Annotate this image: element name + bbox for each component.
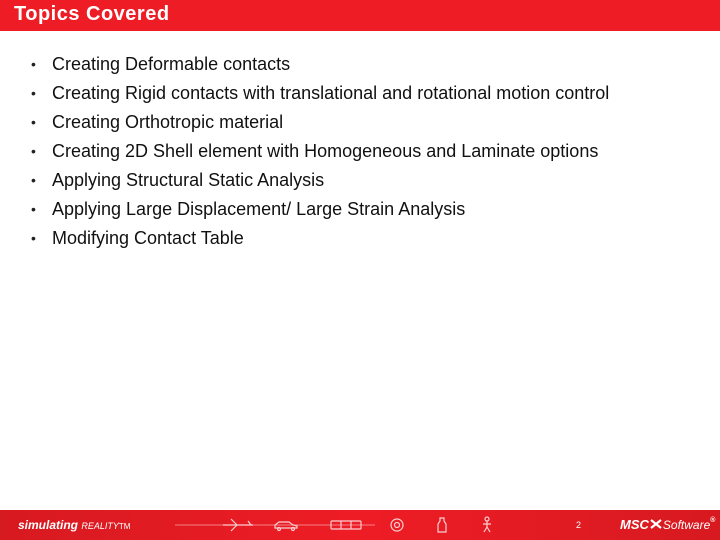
list-item-text: Creating Rigid contacts with translational and rotational motion control [52, 83, 610, 103]
bullet-icon: • [31, 114, 36, 130]
list-item-text: Creating Orthotropic material [52, 112, 284, 132]
bullet-icon: • [31, 143, 36, 159]
list-item-text: Applying Large Displacement/ Large Strain Analysis [52, 199, 466, 219]
slide-title: Topics Covered [14, 3, 170, 25]
list-item-text: Applying Structural Static Analysis [52, 170, 325, 190]
slogan-tm: TM [118, 522, 131, 531]
bullet-icon: • [31, 230, 36, 246]
list-item [30, 80, 609, 109]
list-item [30, 225, 609, 254]
list-item [30, 196, 609, 225]
title-bar [0, 0, 720, 31]
bullet-icon: • [31, 201, 36, 217]
list-item [30, 138, 609, 167]
footer-icon-strip-2 [385, 515, 505, 535]
footer-bar [0, 510, 720, 540]
slogan-text: simulating [18, 518, 79, 532]
brand-tm: ® [710, 517, 716, 524]
msc-software-logo [620, 517, 715, 532]
target-icon [391, 519, 403, 531]
brand-software: Software [662, 518, 711, 532]
topics-list [30, 51, 609, 254]
bullet-icon: • [31, 56, 36, 72]
list-item [30, 51, 609, 80]
list-item [30, 109, 609, 138]
list-item-text: Creating 2D Shell element with Homogeneous and Laminate options [52, 141, 599, 161]
car-icon [275, 522, 297, 531]
footer-icon-strip [175, 517, 375, 533]
airplane-icon [223, 519, 253, 531]
list-item-text: Modifying Contact Table [52, 228, 244, 248]
list-item [30, 167, 609, 196]
footer-slogan [18, 518, 130, 532]
list-item-text: Creating Deformable contacts [52, 54, 291, 74]
slogan-reality: REALITY [81, 521, 119, 531]
page-number: 2 [576, 520, 582, 530]
brand-msc: MSC [620, 517, 649, 532]
swoosh-icon [650, 518, 662, 530]
person-icon [483, 517, 491, 532]
bullet-icon: • [31, 172, 36, 188]
bottle-icon [438, 518, 446, 532]
bullet-icon: • [31, 85, 36, 101]
